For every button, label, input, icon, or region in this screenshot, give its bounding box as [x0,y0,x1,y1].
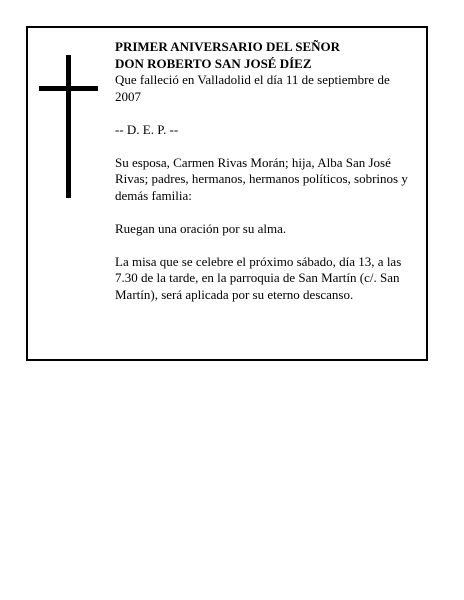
family-paragraph: Su esposa, Carmen Rivas Morán; hija, Alba San José Rivas; padres, hermanos, hermanos políticos, sobrinos y demás familia: [115,154,408,203]
cross-horizontal-bar [39,86,98,91]
notice-text [115,39,415,303]
mass-info: La misa que se celebre el próximo sábado, día 13, a las 7.30 de la tarde, en la parroquia de San Martín (c/. San Martín), será aplicada por su eterno descanso. [115,253,402,302]
title-line-1: PRIMER ANIVERSARIO DEL SEÑOR [115,39,341,54]
rip-line: -- D. E. P. -- [115,121,179,137]
spacer [115,105,415,122]
prayer-request: Ruegan una oración por su alma. [115,220,287,236]
spacer [115,204,415,221]
death-line: Que falleció en Valladolid el día 11 de septiembre de 2007 [115,72,390,104]
spacer [115,138,415,155]
obituary-notice [26,26,428,361]
title-line-2: DON ROBERTO SAN JOSÉ DÍEZ [115,55,312,71]
cross-icon [39,55,99,200]
cross-vertical-bar [66,55,71,198]
spacer [115,237,415,254]
